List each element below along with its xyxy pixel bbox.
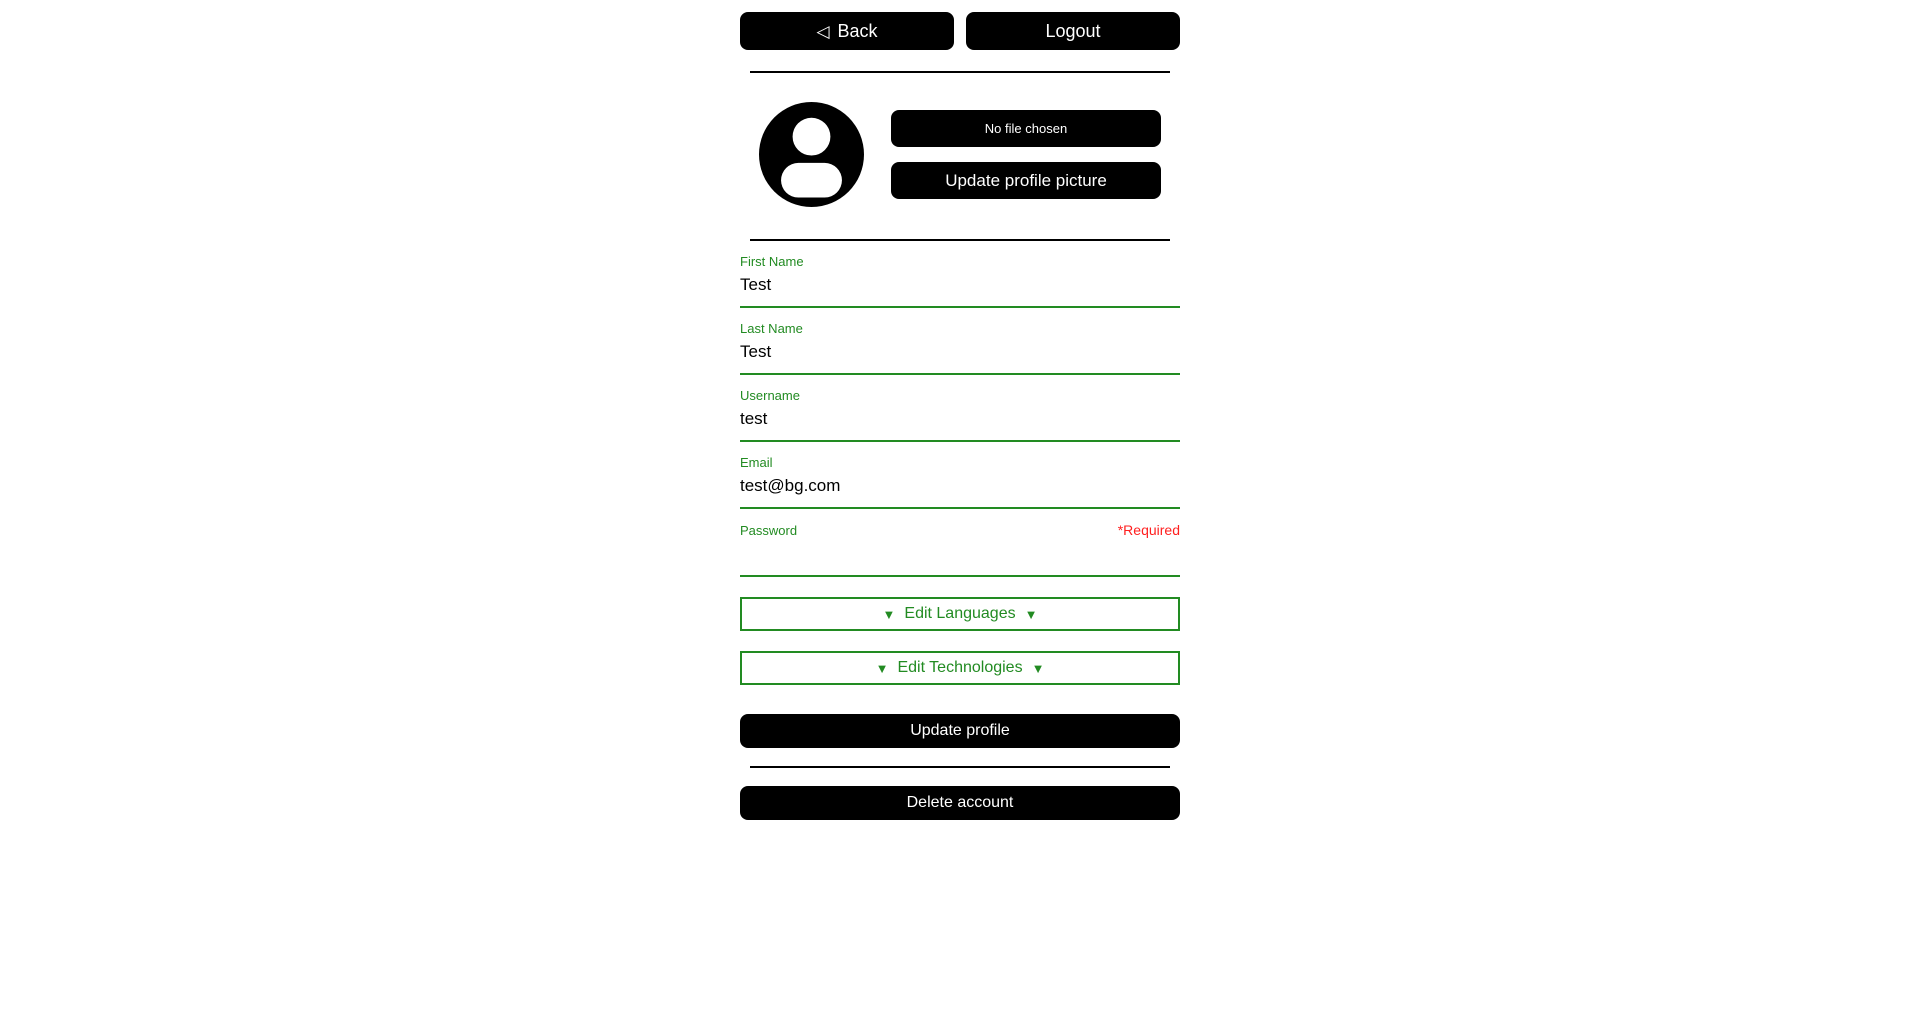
divider-middle [750, 239, 1170, 241]
toolbar [740, 12, 1180, 50]
username-input[interactable] [740, 404, 1180, 430]
file-input-button[interactable]: No file chosen [891, 110, 1161, 147]
email-field [740, 455, 1180, 509]
back-button-label: Back [837, 20, 878, 41]
first-name-label: First Name [740, 254, 804, 269]
first-name-field [740, 254, 1180, 308]
divider-bottom [750, 766, 1170, 768]
last-name-field [740, 321, 1180, 375]
back-arrow-icon: ◁ [816, 21, 830, 41]
logout-button[interactable]: Logout [966, 12, 1180, 50]
chevron-down-icon: ▼ [875, 660, 889, 676]
username-field [740, 388, 1180, 442]
back-button[interactable] [740, 12, 954, 50]
last-name-input[interactable] [740, 337, 1180, 363]
password-field [740, 522, 1180, 577]
update-profile-button[interactable]: Update profile [740, 714, 1180, 748]
password-label: Password [740, 523, 798, 538]
edit-technologies-button[interactable] [740, 651, 1180, 685]
chevron-down-icon: ▼ [1031, 660, 1045, 676]
email-input[interactable] [740, 471, 1180, 497]
divider-top [750, 71, 1170, 73]
picture-buttons [891, 110, 1161, 199]
edit-languages-button[interactable] [740, 597, 1180, 631]
email-label: Email [740, 455, 773, 470]
edit-technologies-label: Edit Technologies [897, 659, 1023, 676]
person-icon [759, 102, 864, 207]
delete-account-button[interactable]: Delete account [740, 786, 1180, 820]
password-label-row [740, 522, 1180, 539]
profile-form [740, 254, 1180, 748]
edit-languages-label: Edit Languages [904, 605, 1016, 622]
first-name-input[interactable] [740, 270, 1180, 296]
required-badge: *Required [1117, 522, 1180, 538]
chevron-down-icon: ▼ [882, 606, 896, 622]
profile-picture-section [740, 102, 1180, 207]
username-label: Username [740, 388, 800, 403]
avatar [759, 102, 864, 207]
profile-page [740, 0, 1180, 820]
password-input[interactable] [740, 539, 1180, 565]
chevron-down-icon: ▼ [1024, 606, 1038, 622]
last-name-label: Last Name [740, 321, 803, 336]
update-picture-button[interactable]: Update profile picture [891, 162, 1161, 199]
